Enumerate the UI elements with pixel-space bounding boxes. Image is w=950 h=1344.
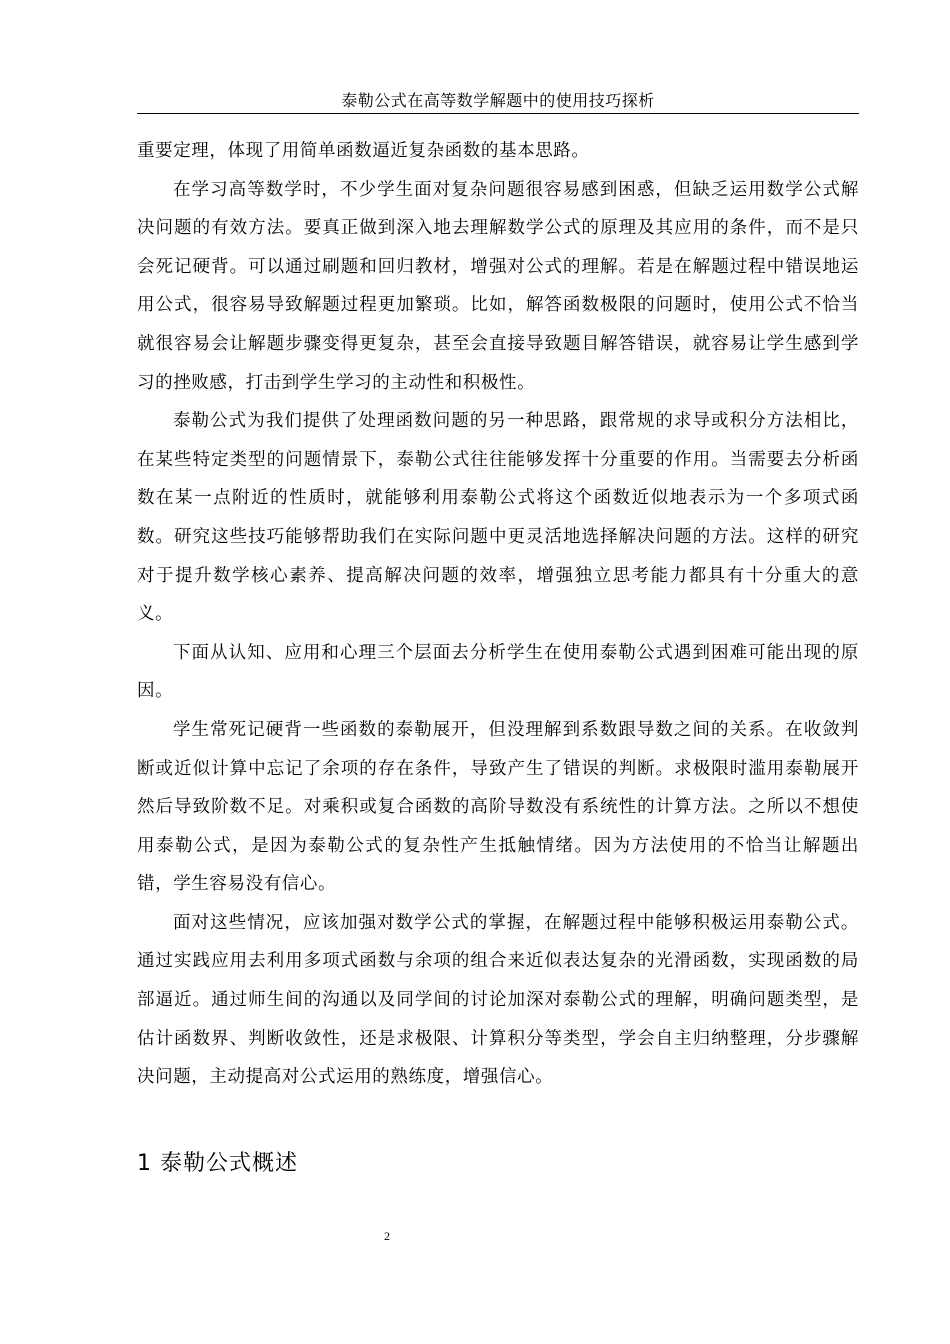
paragraph-continuation: 重要定理，体现了用简单函数逼近复杂函数的基本思路。 xyxy=(137,141,590,161)
header-divider xyxy=(137,113,859,114)
paragraph-analysis-intro: 下面从认知、应用和心理三个层面去分析学生在使用泰勒公式遇到困难可能出现的原因。 xyxy=(137,642,859,702)
page-number: 2 xyxy=(384,1229,390,1243)
paragraph-taylor-significance: 泰勒公式为我们提供了处理函数问题的另一种思路，跟常规的求导或积分方法相比，在某些特定类型的问题情景下，泰勒公式往往能够发挥十分重要的作用。当需要去分析函数在某一点附近的性质时，就能够利用泰勒公式将这个函数近似地表示为一个多项式函数。研究这些技巧能够帮助我们在实际问题中更灵活地选择解决问题的方法。这样的研究对于提升数学核心素养、提高解决问题的效率，增强独立思考能力都具有十分重大的意义。 xyxy=(137,411,859,625)
paragraph-strategies: 面对这些情况，应该加强对数学公式的掌握，在解题过程中能够积极运用泰勒公式。通过实践应用去利用多项式函数与余项的组合来近似表达复杂的光滑函数，实现函数的局部逼近。通过师生间的沟通以及同学间的讨论加深对泰勒公式的理解，明确问题类型，是估计函数界、判断收敛性，还是求极限、计算积分等类型，学会自主归纳整理，分步骤解决问题，主动提高对公式运用的熟练度，增强信心。 xyxy=(137,912,859,1088)
section-heading: 1 泰勒公式概述 xyxy=(137,1151,298,1176)
paragraph-student-problems: 学生常死记硬背一些函数的泰勒展开，但没理解到系数跟导数之间的关系。在收敛判断或近似计算中忘记了余项的存在条件，导致产生了错误的判断。求极限时滥用泰勒展开然后导致阶数不足。对乘积或复合函数的高阶导数没有系统性的计算方法。之所以不想使用泰勒公式，是因为泰勒公式的复杂性产生抵触情绪。因为方法使用的不恰当让解题出错，学生容易没有信心。 xyxy=(137,719,859,895)
body-text xyxy=(137,132,859,1097)
paragraph-learning-difficulty: 在学习高等数学时，不少学生面对复杂问题很容易感到困惑，但缺乏运用数学公式解决问题的有效方法。要真正做到深入地去理解数学公式的原理及其应用的条件，而不是只会死记硬背。可以通过刷题和回归教材，增强对公式的理解。若是在解题过程中错误地运用公式，很容易导致解题过程更加繁琐。比如，解答函数极限的问题时，使用公式不恰当就很容易会让解题步骤变得更复杂，甚至会直接导致题目解答错误，就容易让学生感到学习的挫败感，打击到学生学习的主动性和积极性。 xyxy=(137,179,859,393)
running-header-title: 泰勒公式在高等数学解题中的使用技巧探析 xyxy=(341,91,655,110)
